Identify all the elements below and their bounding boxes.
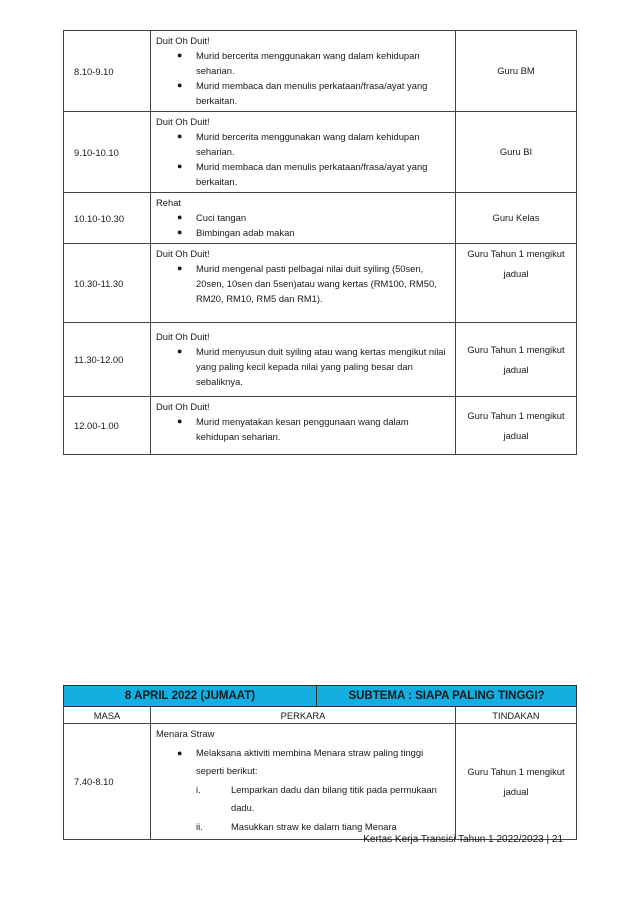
action-cell: Guru Tahun 1 mengikut jadual [456,724,577,840]
activity-title: Duit Oh Duit! [156,401,210,412]
time-cell: 8.10-9.10 [64,31,151,112]
action-cell: Guru Tahun 1 mengikut jadual [456,323,577,397]
step-item: ii. Masukkan straw ke dalam tiang Menara [196,820,397,832]
subtheme-title: SUBTEMA : SIAPA PALING TINGGI? [317,686,577,707]
table-row [64,193,577,244]
list-item: ● Bimbingan adab makan [177,227,295,238]
action-cell: Guru Kelas [456,193,577,244]
activity-title: Rehat [156,197,182,208]
list-item: ● Murid membaca dan menulis perkataan/frasa/ayat yang berkaitan. [177,161,428,187]
time-cell: 7.40-8.10 [64,724,151,840]
column-header-perkara: PERKARA [151,707,456,724]
table-row [64,31,577,112]
list-item: ● Murid menyatakan kesan penggunaan wang dalam kehidupan seharian. [177,416,409,442]
list-item: ● Murid membaca dan menulis perkataan/frasa/ayat yang berkaitan. [177,80,428,106]
time-cell: 10.10-10.30 [64,193,151,244]
activity-title: Duit Oh Duit! [156,35,210,46]
action-cell: Guru Tahun 1 mengikut jadual [456,244,577,323]
column-header-row [64,707,577,724]
table-row [64,244,577,323]
table-row [64,323,577,397]
column-header-tindakan: TINDAKAN [456,707,577,724]
list-item: ● Melaksana aktiviti membina Menara straw paling tinggi seperti berikut: [177,746,424,776]
activity-cell [151,724,456,840]
list-item: ● Cuci tangan [177,212,247,223]
activity-title: Menara Straw [156,728,215,739]
activity-cell [151,193,456,244]
list-item: ● Murid mengenal pasti pelbagai nilai duit syiling (50sen, 20sen, 10sen dan 5sen)atau wang kertas (RM100, RM50, RM20, RM10, RM5 dan RM1). [177,263,437,304]
time-cell: 11.30-12.00 [64,323,151,397]
action-cell: Guru Tahun 1 mengikut jadual [456,397,577,455]
activity-title: Duit Oh Duit! [156,116,210,127]
schedule-table-1 [63,30,577,455]
table-row [64,397,577,455]
activity-cell [151,244,456,323]
table-row [64,112,577,193]
table-row [64,724,577,840]
step-item: i. Lemparkan dadu dan bilang titik pada permukaan dadu. [196,783,437,813]
list-item: ● Murid bercerita menggunakan wang dalam kehidupan seharian. [177,131,420,157]
activity-cell [151,31,456,112]
time-cell: 10.30-11.30 [64,244,151,323]
time-cell: 12.00-1.00 [64,397,151,455]
activity-title: Duit Oh Duit! [156,331,210,342]
activity-cell [151,112,456,193]
activity-cell [151,397,456,455]
time-cell: 9.10-10.10 [64,112,151,193]
page-footer: Kertas Kerja Transisi Tahun 1 2022/2023 | 21 [363,834,563,845]
list-item: ● Murid bercerita menggunakan wang dalam kehidupan seharian. [177,50,420,76]
schedule-table-2 [63,685,577,840]
action-cell: Guru BI [456,112,577,193]
day-header-row [64,686,577,707]
column-header-masa: MASA [64,707,151,724]
day-date: 8 APRIL 2022 (JUMAAT) [64,686,317,707]
list-item: ● Murid menyusun duit syiling atau wang kertas mengikut nilai yang paling kecil kepada nilai yang paling besar dan sebaliknya. [177,346,446,387]
activity-title: Duit Oh Duit! [156,248,210,259]
activity-cell [151,323,456,397]
action-cell: Guru BM [456,31,577,112]
